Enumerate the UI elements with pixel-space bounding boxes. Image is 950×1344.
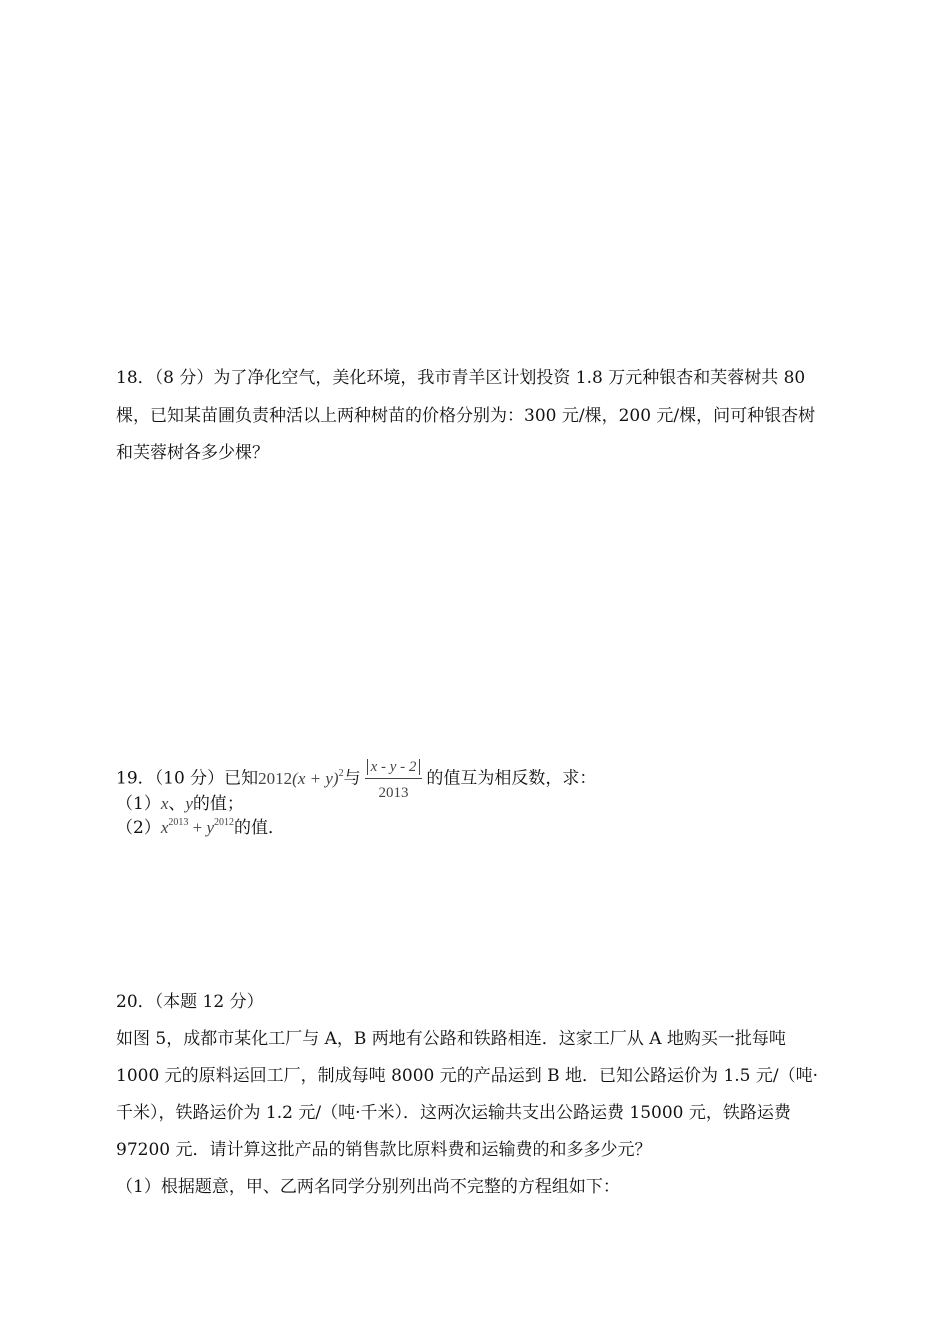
q19-part-1: （1）x、y的值； [116,794,244,814]
q20-line-4: 97200 元．请计算这批产品的销售款比原料费和运输费的和多多少元？ [116,1140,652,1160]
q20-line-5: （1）根据题意，甲、乙两名同学分别列出尚不完整的方程组如下： [116,1177,620,1197]
q20-line-2: 1000 元的原料运回工厂，制成每吨 8000 元的产品运到 B 地．已知公路运价为 1.5 元/（吨· [116,1066,819,1086]
q20-line-1: 如图 5，成都市某化工厂与 A，B 两地有公路和铁路相连．这家工厂从 A 地购买一批每吨 [116,1029,786,1049]
q19-part-2: $(2)x^{2013} + y^{2012}$的值． [116,817,286,838]
q18-line-1: 18．（8 分）为了净化空气，美化环境，我市青羊区计划投资 1.8 万元种银杏和芙蓉树共 80 [116,368,806,388]
q20-line-3: 千米），铁路运价为 1.2 元/（吨·千米）．这两次运输共支出公路运费 15000 元，铁路运费 [116,1103,791,1123]
q19-fraction: $\frac{x - y - 2}{2013}$ [365,757,423,803]
q18-line-2: 棵，已知某苗圃负责种活以上两种树苗的价格分别为：300 元/棵，200 元/棵，问可种银杏树 [116,406,816,426]
q18-line-3: 和芙蓉树各多少棵？ [116,443,269,463]
q19-suffix: 的值互为相反数，求： [426,768,597,789]
q19-expression: $2012(x + y)^2$ [258,767,344,788]
q19-with: 与 [343,768,361,789]
q19-prefix: 19．（10 分）已知 [116,768,259,789]
q20-heading: 20．（本题 12 分） [116,992,264,1012]
